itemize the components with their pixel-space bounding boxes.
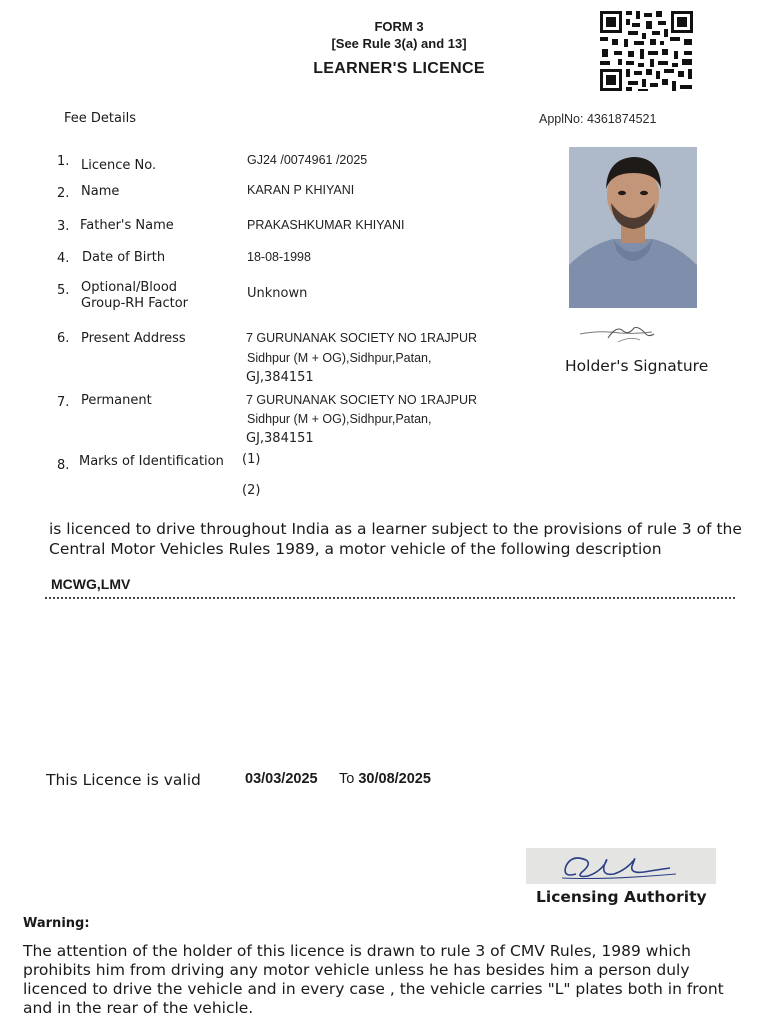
present-address-line1: 7 GURUNANAK SOCIETY NO 1RAJPUR [246, 331, 478, 345]
marks-of-identification-label: Marks of Identification [79, 454, 224, 469]
blood-group-value: Unknown [247, 286, 308, 301]
date-of-birth-label: Date of Birth [82, 250, 166, 265]
identification-mark-2: (2) [242, 483, 261, 498]
validity-label: This Licence is valid [46, 771, 201, 789]
warning-label: Warning: [23, 916, 90, 931]
authority-signature-image [526, 848, 716, 884]
field-number: 7. [57, 395, 70, 410]
document-title: LEARNER'S LICENCE [313, 60, 485, 77]
fathers-name-value: PRAKASHKUMAR KHIYANI [247, 218, 405, 232]
name-label: Name [81, 184, 120, 199]
holder-signature-image [578, 320, 660, 346]
date-of-birth-value: 18-08-1998 [247, 250, 311, 264]
rule-reference: [See Rule 3(a) and 13] [331, 36, 467, 51]
form-number: FORM 3 [374, 19, 424, 34]
application-number: ApplNo: 4361874521 [539, 112, 657, 126]
name-value: KARAN P KHIYANI [247, 183, 355, 197]
permanent-address-label: Permanent [81, 393, 152, 408]
holder-photo [569, 147, 697, 308]
blood-group-label-line1: Optional/Blood [81, 280, 178, 295]
permanent-address-line3: GJ,384151 [246, 431, 314, 446]
vehicle-class: MCWG,LMV [51, 576, 131, 592]
dotted-divider [45, 597, 735, 599]
present-address-line2: Sidhpur (M + OG),Sidhpur,Patan, [247, 351, 432, 365]
fee-details-label: Fee Details [64, 111, 136, 126]
permanent-address-line1: 7 GURUNANAK SOCIETY NO 1RAJPUR [246, 393, 478, 407]
field-number: 3. [57, 219, 70, 234]
identification-mark-1: (1) [242, 452, 261, 467]
field-number: 5. [57, 283, 70, 298]
licence-no-label: Licence No. [81, 158, 157, 173]
valid-to-word: To [339, 771, 355, 787]
qr-code [598, 9, 695, 93]
field-number: 4. [57, 251, 70, 266]
licensing-authority-label: Licensing Authority [536, 888, 707, 906]
field-number: 2. [57, 186, 70, 201]
field-number: 1. [57, 154, 70, 169]
field-number: 8. [57, 458, 70, 473]
present-address-label: Present Address [81, 331, 186, 346]
holder-signature-label: Holder's Signature [565, 357, 709, 375]
licence-no-value: GJ24 /0074961 /2025 [247, 153, 368, 167]
authority-signature-stamp [526, 848, 716, 884]
licence-description-text: is licenced to drive throughout India as a learner subject to the provisions of rule 3 of the Central Motor Vehicles Rules 1989, a motor vehicle of the following description [49, 520, 742, 558]
field-number: 6. [57, 331, 70, 346]
valid-from-date: 03/03/2025 [245, 771, 318, 787]
blood-group-label-line2: Group-RH Factor [81, 296, 189, 311]
permanent-address-line2: Sidhpur (M + OG),Sidhpur,Patan, [247, 412, 432, 426]
valid-to-date: 30/08/2025 [358, 771, 431, 787]
present-address-line3: GJ,384151 [246, 370, 314, 385]
warning-text: The attention of the holder of this licence is drawn to rule 3 of CMV Rules, 1989 which prohibits him from driving any motor vehicle unless he has besides him a person duly licenced to drive the vehicle and in every case , the vehicle carries "L" plates both in front and in the rear of the vehicle. [23, 942, 724, 1017]
fathers-name-label: Father's Name [80, 218, 174, 233]
valid-to-group [339, 771, 431, 787]
